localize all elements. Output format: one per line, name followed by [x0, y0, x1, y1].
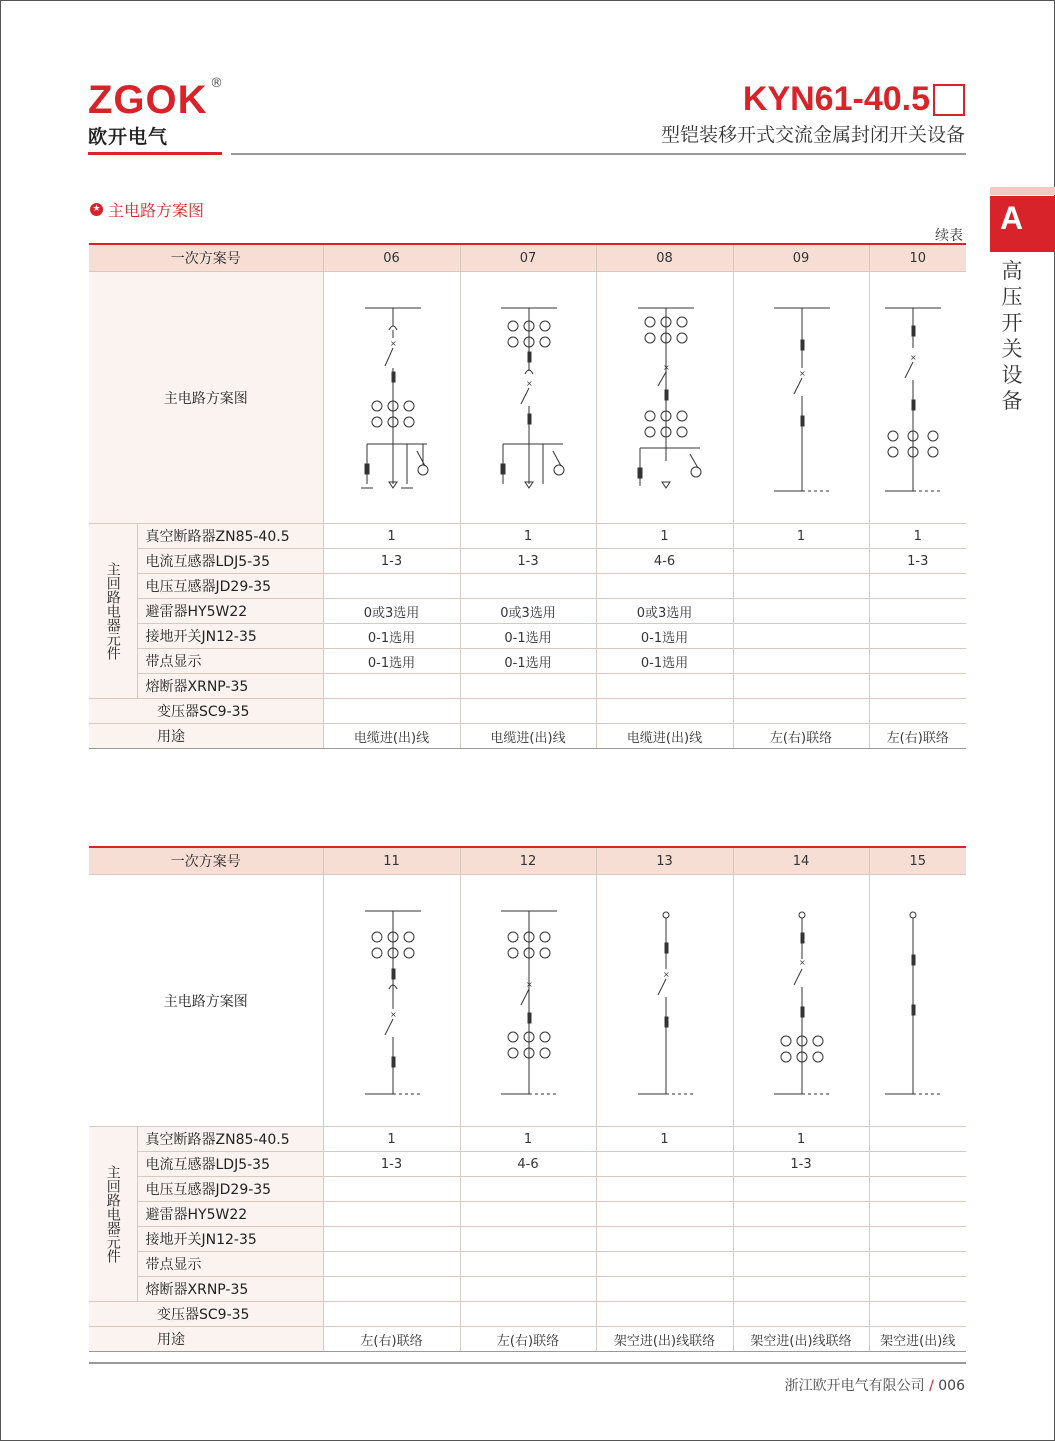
- cell-value: [869, 699, 966, 724]
- header-label: 一次方案号: [89, 244, 323, 272]
- column-number: 14: [733, 847, 869, 875]
- logo-wordmark: ZGOK: [88, 78, 208, 122]
- cell-value: [323, 1227, 460, 1252]
- svg-text:×: ×: [526, 979, 533, 989]
- row-label: 带点显示: [137, 1252, 323, 1277]
- side-tab-accent: [990, 187, 1055, 195]
- cell-value: [733, 674, 869, 699]
- table-row: [89, 1202, 966, 1227]
- svg-text:×: ×: [909, 352, 917, 362]
- table-row: [89, 524, 966, 549]
- cell-value: [596, 1302, 733, 1327]
- circuit-diagram: [733, 272, 869, 524]
- column-number: 06: [323, 244, 460, 272]
- table-row: [89, 649, 966, 674]
- cell-value: 1: [869, 524, 966, 549]
- cell-value: 1: [323, 524, 460, 549]
- cell-value: 电缆进(出)线: [460, 724, 596, 749]
- cell-value: [596, 1252, 733, 1277]
- cell-value: 电缆进(出)线: [596, 724, 733, 749]
- cell-value: [596, 674, 733, 699]
- header-label: 一次方案号: [89, 847, 323, 875]
- cell-value: [869, 649, 966, 674]
- cell-value: 0-1选用: [596, 649, 733, 674]
- table-row: [89, 624, 966, 649]
- cell-value: 0-1选用: [323, 624, 460, 649]
- cell-value: [869, 1127, 966, 1152]
- cell-value: 1-3: [323, 549, 460, 574]
- diagram-label: 主电路方案图: [89, 272, 323, 524]
- row-label: 接地开关JN12-35: [137, 1227, 323, 1252]
- cell-value: [460, 699, 596, 724]
- page-number: 006: [938, 1378, 965, 1394]
- row-label: 避雷器HY5W22: [137, 1202, 323, 1227]
- cell-value: 左(右)联络: [323, 1327, 460, 1352]
- circuit-diagram: [733, 875, 869, 1127]
- table-row: [89, 574, 966, 599]
- cell-value: 1: [323, 1127, 460, 1152]
- cell-value: 1-3: [869, 549, 966, 574]
- cell-value: [869, 1252, 966, 1277]
- cell-value: 1: [460, 1127, 596, 1152]
- cell-value: 0或3选用: [596, 599, 733, 624]
- table-row: [89, 1227, 966, 1252]
- circuit-diagram-11: [337, 889, 447, 1109]
- svg-text:×: ×: [662, 362, 670, 372]
- cell-value: [596, 1277, 733, 1302]
- cell-value: 1-3: [323, 1152, 460, 1177]
- row-label: 电压互感器JD29-35: [137, 1177, 323, 1202]
- diagram-row: [89, 272, 966, 524]
- table-row: [89, 1277, 966, 1302]
- product-subtitle: 型铠装移开式交流金属封闭开关设备: [660, 124, 965, 146]
- cell-value: 1: [460, 524, 596, 549]
- cell-value: [869, 624, 966, 649]
- row-label: 变压器SC9-35: [89, 699, 323, 724]
- column-number: 11: [323, 847, 460, 875]
- cell-value: 1: [733, 524, 869, 549]
- cell-value: 0-1选用: [323, 649, 460, 674]
- cell-value: [733, 599, 869, 624]
- row-label: 变压器SC9-35: [89, 1302, 323, 1327]
- cell-value: [733, 1252, 869, 1277]
- table-row: [89, 1327, 966, 1352]
- cell-value: [323, 1177, 460, 1202]
- table-row: [89, 599, 966, 624]
- footer-separator: /: [929, 1378, 934, 1394]
- registered-mark: ®: [210, 76, 223, 91]
- circuit-diagram-15: [873, 889, 963, 1109]
- table-row: [89, 1152, 966, 1177]
- model-title: [743, 80, 965, 119]
- table-header-row: [89, 244, 966, 272]
- circuit-diagram-08: [610, 286, 720, 506]
- model-number: KYN61-40.5: [742, 80, 930, 118]
- row-label: 熔断器XRNP-35: [137, 674, 323, 699]
- column-number: 10: [869, 244, 966, 272]
- column-number: 08: [596, 244, 733, 272]
- table-row: [89, 1302, 966, 1327]
- diagram-label: 主电路方案图: [89, 875, 323, 1127]
- cell-value: 0或3选用: [323, 599, 460, 624]
- cell-value: [460, 674, 596, 699]
- diagram-row: [89, 875, 966, 1127]
- cell-value: [596, 1152, 733, 1177]
- cell-value: [460, 1252, 596, 1277]
- group-label: 主回路电器元件: [89, 1127, 137, 1302]
- cell-value: 电缆进(出)线: [323, 724, 460, 749]
- cell-value: 左(右)联络: [460, 1327, 596, 1352]
- circuit-diagram: [323, 272, 460, 524]
- table-row: [89, 674, 966, 699]
- cell-value: [323, 574, 460, 599]
- circuit-diagram-14: [746, 889, 856, 1109]
- model-suffix-box: [933, 84, 965, 116]
- cell-value: [596, 1202, 733, 1227]
- footer-divider: [89, 1362, 966, 1364]
- circuit-diagram: [460, 875, 596, 1127]
- cell-value: 1: [596, 524, 733, 549]
- circuit-diagram: [596, 875, 733, 1127]
- table-row: [89, 549, 966, 574]
- row-label: 电流互感器LDJ5-35: [137, 549, 323, 574]
- cell-value: [460, 1202, 596, 1227]
- column-number: 07: [460, 244, 596, 272]
- circuit-diagram: [323, 875, 460, 1127]
- cell-value: [869, 574, 966, 599]
- cell-value: 1: [733, 1127, 869, 1152]
- cell-value: [460, 574, 596, 599]
- brand-logo: [88, 76, 223, 148]
- cell-value: 架空进(出)线联络: [596, 1327, 733, 1352]
- row-label: 熔断器XRNP-35: [137, 1277, 323, 1302]
- cell-value: [733, 1227, 869, 1252]
- section-title: [90, 198, 204, 221]
- cell-value: [733, 574, 869, 599]
- cell-value: [869, 1277, 966, 1302]
- side-tab-letter: A: [990, 196, 1055, 252]
- cell-value: [596, 574, 733, 599]
- cell-value: [460, 1177, 596, 1202]
- cell-value: 1-3: [733, 1152, 869, 1177]
- cell-value: [733, 1202, 869, 1227]
- cell-value: [596, 699, 733, 724]
- group-label: 主回路电器元件: [89, 524, 137, 699]
- footer-company: 浙江欧开电气有限公司: [784, 1378, 925, 1394]
- continued-label: 续表: [935, 228, 963, 244]
- cell-value: 左(右)联络: [733, 724, 869, 749]
- cell-value: [733, 624, 869, 649]
- table-row: [89, 699, 966, 724]
- circuit-diagram: [596, 272, 733, 524]
- row-label: 避雷器HY5W22: [137, 599, 323, 624]
- row-label: 接地开关JN12-35: [137, 624, 323, 649]
- row-label: 电流互感器LDJ5-35: [137, 1152, 323, 1177]
- cell-value: [460, 1302, 596, 1327]
- cell-value: 1: [596, 1127, 733, 1152]
- cell-value: [733, 649, 869, 674]
- cell-value: [733, 1302, 869, 1327]
- cell-value: [733, 549, 869, 574]
- cell-value: [460, 1277, 596, 1302]
- svg-text:×: ×: [799, 368, 806, 378]
- svg-text:×: ×: [526, 378, 533, 388]
- cell-value: 0-1选用: [460, 649, 596, 674]
- cell-value: [733, 1177, 869, 1202]
- circuit-diagram-12: [473, 889, 583, 1109]
- section-title-text: 主电路方案图: [108, 201, 205, 220]
- cell-value: [323, 1202, 460, 1227]
- circuit-diagram: [460, 272, 596, 524]
- cell-value: [733, 1277, 869, 1302]
- logo-underline: [88, 152, 222, 155]
- cell-value: [323, 1302, 460, 1327]
- cell-value: [869, 1152, 966, 1177]
- table-row: [89, 724, 966, 749]
- row-label: 用途: [89, 1327, 323, 1352]
- circuit-diagram-07: [473, 286, 583, 506]
- cell-value: 0或3选用: [460, 599, 596, 624]
- circuit-diagram: [869, 272, 966, 524]
- cell-value: [869, 1177, 966, 1202]
- column-number: 13: [596, 847, 733, 875]
- table-header-row: [89, 847, 966, 875]
- cell-value: 左(右)联络: [869, 724, 966, 749]
- row-label: 真空断路器ZN85-40.5: [137, 1127, 323, 1152]
- column-number: 15: [869, 847, 966, 875]
- circuit-diagram-09: [746, 286, 856, 506]
- cell-value: [323, 1277, 460, 1302]
- side-tab-text: 高压开关设备: [1001, 259, 1023, 413]
- cell-value: 架空进(出)线联络: [733, 1327, 869, 1352]
- cell-value: 0-1选用: [596, 624, 733, 649]
- cell-value: 4-6: [596, 549, 733, 574]
- cell-value: 1-3: [460, 549, 596, 574]
- cell-value: 4-6: [460, 1152, 596, 1177]
- cell-value: 0-1选用: [460, 624, 596, 649]
- column-number: 09: [733, 244, 869, 272]
- brand-name-cn: 欧开电气: [88, 126, 169, 148]
- cell-value: [323, 1252, 460, 1277]
- svg-text:×: ×: [799, 957, 806, 967]
- table-row: [89, 1252, 966, 1277]
- footer: [785, 1375, 965, 1395]
- scheme-table-1: [89, 243, 966, 749]
- circuit-diagram-06: [337, 286, 447, 506]
- row-label: 真空断路器ZN85-40.5: [137, 524, 323, 549]
- cell-value: [733, 699, 869, 724]
- cell-value: [869, 1202, 966, 1227]
- column-number: 12: [460, 847, 596, 875]
- cell-value: [869, 674, 966, 699]
- cell-value: [323, 699, 460, 724]
- row-label: 用途: [89, 724, 323, 749]
- header-divider: [231, 153, 966, 155]
- table-row: [89, 1177, 966, 1202]
- svg-text:×: ×: [389, 338, 397, 348]
- cell-value: [323, 674, 460, 699]
- scheme-table-2: [89, 846, 966, 1352]
- table-row: [89, 1127, 966, 1152]
- cell-value: [460, 1227, 596, 1252]
- cell-value: [596, 1177, 733, 1202]
- cell-value: [869, 1302, 966, 1327]
- row-label: 电压互感器JD29-35: [137, 574, 323, 599]
- cell-value: [869, 599, 966, 624]
- cell-value: 架空进(出)线: [869, 1327, 966, 1352]
- star-bullet-icon: ★: [90, 203, 103, 216]
- row-label: 带点显示: [137, 649, 323, 674]
- svg-text:×: ×: [389, 1009, 397, 1019]
- circuit-diagram-13: [610, 889, 720, 1109]
- cell-value: [596, 1227, 733, 1252]
- circuit-diagram-10: [873, 286, 963, 506]
- cell-value: [869, 1227, 966, 1252]
- svg-text:×: ×: [662, 969, 670, 979]
- circuit-diagram: [869, 875, 966, 1127]
